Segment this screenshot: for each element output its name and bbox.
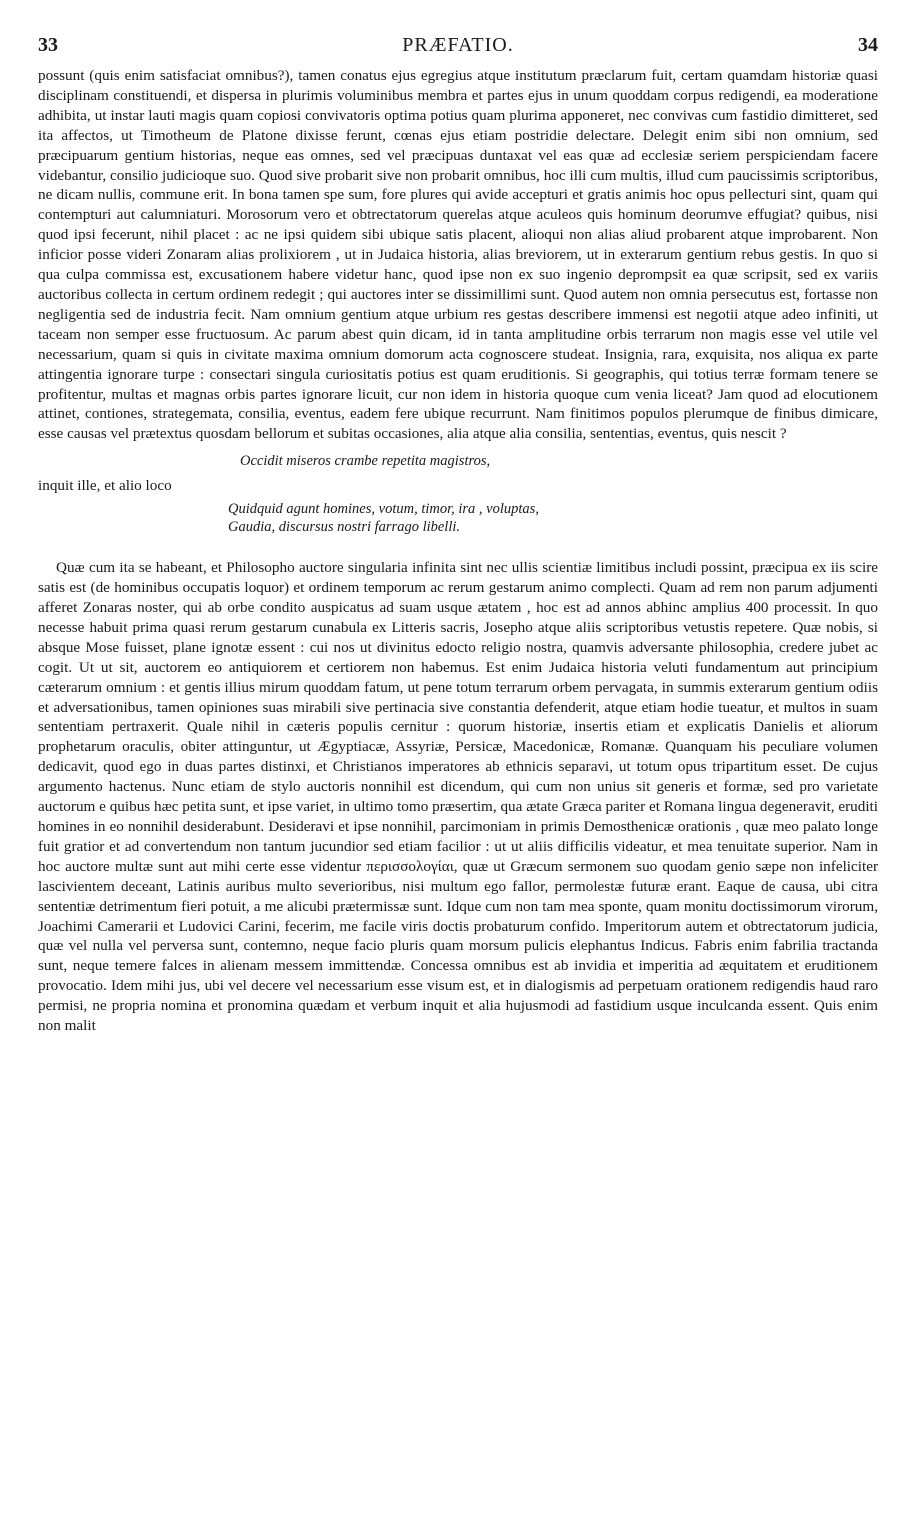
running-title: PRÆFATIO. [402,34,514,56]
page-number-right: 34 [858,34,878,56]
verse-line: Gaudia, discursus nostri farrago libelli. [228,519,461,536]
page-number-left: 33 [38,34,58,56]
page-header [38,34,878,64]
verse-quote-1 [38,452,878,474]
body-text [38,66,878,1036]
verse-line: Quidquid agunt homines, votum, timor, ira , voluptas, [228,501,539,518]
inquit-text: inquit ille, et alio loco [38,477,172,495]
verse-line: Occidit miseros crambe repetita magistros, [240,453,491,470]
paragraph-1: possunt (quis enim satisfaciat omnibus?), tamen conatus ejus egregius atque institutum præclarum fuit, certam quamdam historiæ quasi disciplinam constituendi, et dispersa in plurimis voluminibus membra et partes ejus in unum quoddam corpus redigendi, ea moderatione adhibita, ut instar lauti magis quam copiosi convivatoris optima potius quam plurima apponeret, nec convivas cum fastidio dimitteret, sed ita affectos, ut Timotheum de Platone dixisse ferunt, cœnas ejus etiam postridie delectare. Delegit enim sibi non omnium, sed præcipuarum gentium historias, neque eas omnes, sed vel præcipuas duntaxat vel eas quæ ad ecclesiæ seriem perspiciendam facere videbantur, consilio judicioque suo. Quod sive probarit sive non probarit omnibus, hoc illi cum multis, illud cum paucissimis scriptoribus, ne dicam nullis, commune erit. In bona tamen spe sum, fore plures qui avide accepturi et gratis animis hoc opus pellecturi sint, quam qui contempturi aut calumniaturi. Morosorum vero et obtrectatorum querelas atque aculeos quis hominum deorumve effugiat? quibus, nisi quod ipsi fecerunt, nihil placet : ac ne ipsi quidem sibi ubique satis placent, alioqui non alias aliud probarent atque improbarent. Non inficior posse videri Zonaram alias prolixiorem , ut in Judaica historia, alias breviorem, ut in exterarum gentium rebus gestis. In quo si qua culpa commissa est, excusationem habere videtur hanc, quod ipse non ex suo ingenio deprompsit ea quæ scripsit, sed ex variis auctoribus collecta in certum ordinem redegit ; qui auctores inter se dissimillimi sunt. Quod autem non omnia persecutus est, fortasse non negligentia sed de industria fecit. Nam omnium gentium atque urbium res gestas describere immensi est negotii atque adeo infiniti, ut taceam non semper esse fructuosum. Ac parum abest quin dicam, id in tanta amplitudine orbis terrarum non magis esse vel utile vel necessarium, quam si quis in civitate maxima omnium domorum acta cognoscere studeat. Insignia, rara, exquisita, nos aliqua ex parte attingentia ignorare turpe : consectari singula curiositatis potius est quam eruditionis. Si geographis, qui totius terræ formam tenere se profitentur, multas et magnas orbis partes ignorare licuit, cur non idem in historia quoque cum venia liceat? Jam quod ad elocutionem attinet, contiones, strategemata, consilia, eventus, eadem fere ubique recurrunt. Nam finitimos populos plerumque de finibus dimicare, esse causas vel prætextus quosdam bellorum et subitas occasiones, alia atque alia consilia, sententias, eventus, quis nescit ? [38,67,878,443]
verse-quote-2 [38,500,878,540]
inquit-line [38,476,878,498]
paragraph-2: Quæ cum ita se habeant, et Philosopho auctore singularia infinita sint nec ullis scientiæ limitibus includi possint, præcipua ex iis scire satis est (de hominibus occupatis loquor) et ordinem temporum ac rerum gestarum animo complecti. Quam ad rem non parum adjumenti afferet Zonaras noster, qui ab orbe condito auspicatus ad suam usque ætatem , hoc est ad annos abhinc amplius 400 processit. In quo necesse habuit prima quasi rerum gestarum cunabula ex Litteris sacris, Josepho atque aliis scriptoribus vetustis repetere. Quæ nobis, si absque Mose fuisset, plane ignotæ essent : cui nos ut divinitus edocto religio nostra, quamvis adversante philosophia, credere jubet ac cogit. Ut ut sit, auctorem eo antiquiorem et certiorem non habemus. Est enim Judaica historia veluti fundamentum aut principium cæterarum omnium : et gentis illius mirum quoddam fatum, ut pene totum terrarum orbem pervagata, in summis exterarum gentium odiis et adversationibus, tamen opiniones suas mirabili sive pertinacia sive constantia defenderit, atque etiam hodie tueatur, et multos in suam sententiam pertraxerit. Quale nihil in cæteris populis cernitur : quorum historiæ, insertis etiam et explicatis Danielis et aliorum prophetarum oraculis, obiter attinguntur, ut Ægyptiacæ, Assyriæ, Persicæ, Macedonicæ, Romanæ. Quanquam his peculiare volumen dedicavit, quod ego in duas partes distinxi, et Christianos imperatores ab ethnicis separavi, ut totum opus tripartitum esset. De cujus argumento hactenus. Nunc etiam de stylo auctoris nonnihil est dicendum, qui cum non unius sit generis et formæ, sed pro varietate auctorum e quibus hæc petita sunt, et ipse variet, in ultimo tomo præsertim, qua ætate Græca pariter et Romana lingua degeneravit, eruditi homines in eo nonnihil desiderabunt. Desideravi et ipse nonnihil, parcimoniam in primis Demosthenicæ orationis , quæ meo palato longe fuit gratior et ad convertendum non tantum jucundior sed etiam facilior : ut ut aliis difficilis videatur, et mea tenuitate superior. Nam in hoc auctore multæ sunt aut mihi certe esse videntur περισσολογίαι, quæ ut Græcum sermonem suo quodam genio sæpe non infeliciter lascivientem deceant, Latinis auribus multo severioribus, nisi multum ego fallor, permolestæ futuræ erant. Eaque de causa, ubi citra sententiæ detrimentum fieri potuit, a me alicubi prætermissæ sunt. Idque cum non tam mea sponte, quam monitu doctissimorum virorum, Joachimi Camerarii et Ludovici Carini, fecerim, me facile viris doctis probaturum confido. Imperitorum autem et obtrectatorum judicia, quæ vel nulla vel perversa sunt, contemno, neque facio pluris quam morsum pulicis elephantus Indicus. Fabris enim fabrilia tractanda sunt, neque temere falces in alienam messem immittendæ. Concessa omnibus est ab invidia et imperitia ad æquitatem et eruditionem provocatio. Idem mihi jus, ubi vel decere vel necessarium esse visum est, et in dialogismis ad perpetuam orationem redigendis haud raro permisi, ne propria nomina et pronomina quædam et verbum inquit et alia hujusmodi ad fastidium usque inculcanda essent. Quis enim non malit [38,559,878,1035]
